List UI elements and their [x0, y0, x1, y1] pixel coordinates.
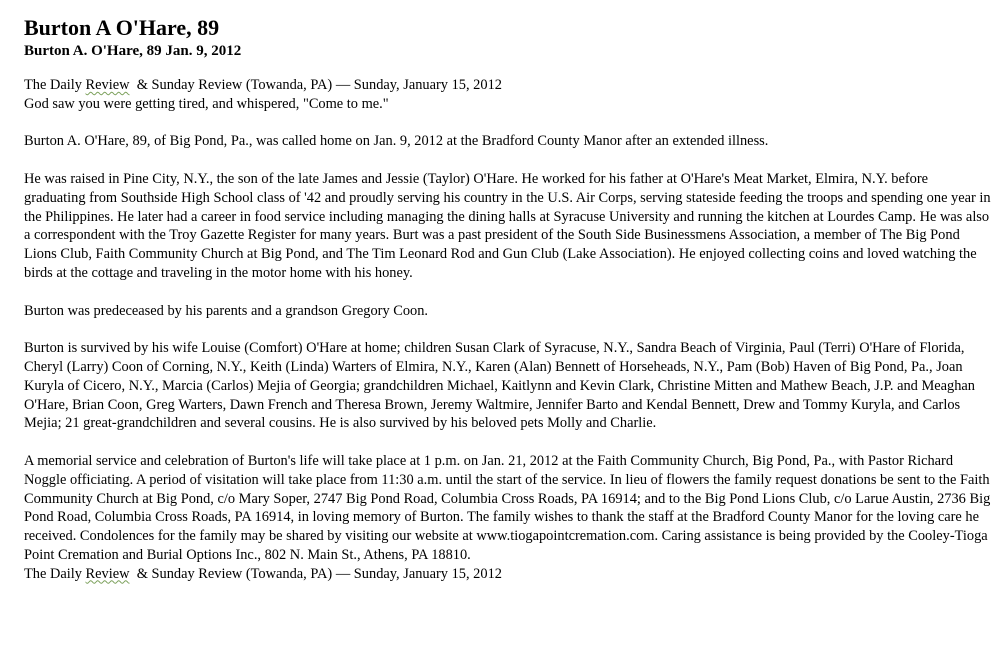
paragraph-survivors: Burton is survived by his wife Louise (Comfort) O'Hare at home; children Susan Clark of Syracuse, N.Y., Sandra Beach of Virginia, Paul (Terri) O'Hare of Florida, Cheryl (Larry) Coon of Corning, N.Y., Keith (Linda) Warters of Elmira, N.Y., Karen (Alan) Bennett of Horseheads, N.Y., Pam (Bob) Haven of Big Pond, Pa., Joan Kuryla of Cicero, N.Y., Marcia (Carlos) Mejia of Georgia; grandchildren Michael, Kaitlynn and Kevin Clark, Christine Mitten and Mathew Beach, J.P. and Meaghan O'Hare, Brian Coon, Greg Warters, Dawn French and Theresa Brown, Jeremy Waltmire, Jennifer Barto and Kendal Bennett, Drew and Tommy Kuryla, and Carlos Mejia; 21 great-grandchildren and several cousins. He is also survived by his beloved pets Molly and Charlie.: [24, 340, 976, 432]
obituary-document: [24, 16, 992, 584]
source-line-bottom: [24, 565, 992, 584]
source-suffix: & Sunday Review (Towanda, PA) — Sunday, January 15, 2012: [129, 565, 502, 582]
paragraph-predeceased: Burton was predeceased by his parents and a grandson Gregory Coon.: [24, 302, 429, 319]
source-prefix: The Daily: [24, 77, 86, 93]
source-review-word: Review: [85, 565, 130, 582]
paragraph-intro: Burton A. O'Hare, 89, of Big Pond, Pa., was called home on Jan. 9, 2012 at the Bradford County Manor after an extended illness.: [24, 133, 769, 150]
obituary-subtitle: Burton A. O'Hare, 89 Jan. 9, 2012: [24, 43, 242, 59]
paragraph-biography: He was raised in Pine City, N.Y., the son of the late James and Jessie (Taylor) O'Hare. He worked for his father at O'Hare's Meat Market, Elmira, N.Y. before graduating from Southside High School class of '42 and proudly serving his country in the U.S. Air Corps, serving stateside feeding the troops and spending one year in the Philippines. He later had a career in food service including managing the dining halls at Syracuse University and running the kitchen at Lourdes Camp. He was also a correspondent with the Troy Gazette Register for many years. Burt was a past president of the South Side Businessmens Association, a member of The Big Pond Lions Club, Faith Community Church at Big Pond, and The Tim Leonard Rod and Gun Club (Lake Association). He enjoyed collecting coins and loved watching the birds at the cottage and traveling in the motor home with his honey.: [24, 170, 991, 281]
source-suffix: & Sunday Review (Towanda, PA) — Sunday, January 15, 2012: [129, 77, 502, 93]
source-prefix: The Daily: [24, 565, 86, 582]
obituary-title: Burton A O'Hare, 89: [24, 15, 220, 40]
paragraph-services: A memorial service and celebration of Burton's life will take place at 1 p.m. on Jan. 21, 2012 at the Faith Community Church, Big Pond, Pa., with Pastor Richard Noggle officiating. A period of visitation will take place from 11:30 a.m. until the start of the service. In lieu of flowers the family request donations be sent to the Faith Community Church at Big Pond, c/o Mary Soper, 2747 Big Pond Road, Columbia Cross Roads, PA 16914; and to the Big Pond Lions Club, c/o Larue Austin, 2736 Big Pond Road, Columbia Cross Roads, PA 16914, in loving memory of Burton. The family wishes to thank the staff at the Bradford County Manor for the loving care he received. Condolences for the family may be shared by visiting our website at www.tiogapointcremation.com. Caring assistance is being provided by the Cooley-Tioga Point Cremation and Burial Options Inc., 802 N. Main St., Athens, PA 18810.: [24, 452, 991, 563]
source-review-word: Review: [85, 77, 130, 93]
opening-line: God saw you were getting tired, and whispered, "Come to me.": [24, 95, 389, 112]
source-line-top: [24, 76, 992, 95]
